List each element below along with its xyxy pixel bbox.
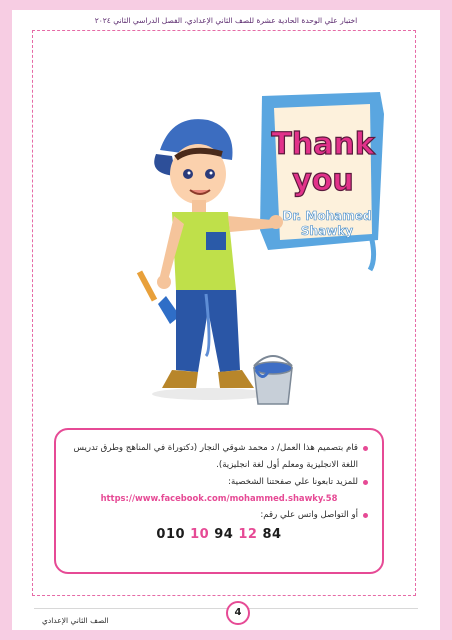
bullet-icon: [363, 446, 368, 451]
contact-text: أو التواصل واتس علي رقم:: [260, 510, 358, 520]
info-box: [54, 428, 384, 574]
phone-part: 84: [262, 527, 282, 542]
bullet-icon: [363, 513, 368, 518]
page-header: اختبار علي الوحدة الحادية عشرة للصف الثاني الإعدادي، الفصل الدراسي الثاني ٢٠٢٤: [94, 16, 358, 25]
contact-bullet: [70, 507, 368, 524]
phone-part: 12: [238, 527, 258, 542]
page-number: 4: [226, 601, 250, 625]
credit-text: قام بتصميم هذا العمل/ د محمد شوقي النجار (دكتوراة في المناهج وطرق تدريس اللغة الانجليزية ومعلم أول لغة انجليزية).: [73, 443, 358, 470]
sign-thank: Thank: [271, 127, 375, 162]
credit-bullet: [70, 440, 368, 474]
phone-part: 10: [190, 527, 210, 542]
thank-you-illustration: [132, 90, 392, 430]
sign-name-1: Dr. Mohamed: [282, 209, 372, 223]
follow-bullet: [70, 474, 368, 491]
grade-label: الصف الثاني الإعدادي: [42, 616, 109, 625]
phone-number: [70, 527, 368, 542]
sign-you: you: [292, 163, 354, 198]
page: [12, 10, 440, 630]
facebook-link[interactable]: https://www.facebook.com/mohammed.shawky.58: [100, 493, 338, 503]
phone-part: 010: [156, 527, 186, 542]
thank-you-sign: [260, 92, 384, 270]
sign-name-2: Shawky: [300, 224, 354, 238]
phone-part: 94: [214, 527, 234, 542]
bullet-icon: [363, 480, 368, 485]
paint-bucket-icon: [254, 356, 292, 404]
follow-text: للمزيد تابعونا علي صفحتنا الشخصية:: [228, 477, 358, 487]
